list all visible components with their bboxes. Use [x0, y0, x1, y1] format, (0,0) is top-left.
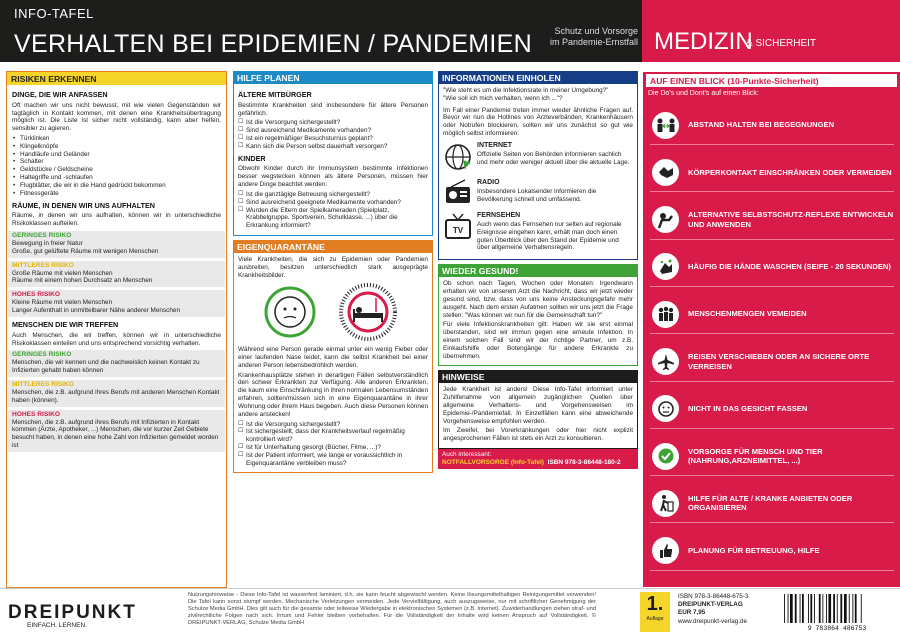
page-title: VERHALTEN BEI EPIDEMIEN / PANDEMIEN [14, 30, 533, 58]
risk-low-people: GERINGES RISIKO Menschen, die wir kennen und die nachweislich keinen Kontakt zu Infizierten gehabt haben können [8, 350, 225, 377]
checklist-item: ☐ Ist für Unterhaltung gesorgt (Bücher, Filme, ...)? [238, 444, 428, 452]
related-isbn: ISBN 978-3-86448-180-2 [547, 458, 621, 466]
globe-icon [443, 142, 473, 172]
box-hinweise: Jede Krankheit ist anders! Diese Info-Tafel informiert unter Zuhilfenahme von allgemein zugänglichen Quellen über allgemeine Verhaltens- und Vorgehensweisen im Epidemie-/Pandemiefall. In Einzelfällen kann eine abweichende Vorgehensweise empfohlen werden. Im Zweifel, bei Vorerkrankungen oder hier nicht explizit angesprochenen Fällen ist stets ein Arzt zu konsultieren. [438, 383, 638, 449]
legal-text: Nutzungshinweise - Diese Info-Tafel ist wasserfest laminiert, d.h. sie kann feucht abgewischt werden. Keine lösungsmittelhaltigen Reinigungsmittel verwenden! Die Tafel kann sonst stumpf werden. Mechanische Verletzungen vermeiden. Jede Vervielfältigung, auch auszugsweise, nur mit schriftlicher Genehmigung der Schulze Media GmbH. Dies gilt auch für die gesamte oder teilweise Wiedergabe in elektronischen Systemen (z.B. Internet). Zuwiderhandlungen ziehen straf- und zivilrechtliche Folgen nach sich. Irrtum und Fehler bleiben vorbehalten. Für die Vollständigkeit der Inhalte wird keinen Anspruch auf Vollständigkeit. © DREIPUNKT-VERLAG, Schulze Media GmbH [188, 592, 596, 626]
paragraph: Räume, in denen wir uns aufhalten, können wir in unterschiedliche Risikoklassen aufteilen. [12, 212, 221, 228]
section-heading-hilfe: HILFE PLANEN [233, 71, 433, 84]
glance-item [650, 298, 894, 330]
list-item: • Flugblätter, die wir in die Hand gedrückt bekommen [12, 182, 221, 190]
crowd-icon [652, 301, 679, 328]
related-product: Auch interessant: NOTFALLVORSORGE (Info-Tafel) ISBN 978-3-86448-180-2 [438, 449, 638, 469]
checklist-item: ☐ Ist die ganztägige Betreuung sichergestellt? [238, 191, 428, 199]
glance-item [650, 156, 894, 188]
header [0, 0, 900, 62]
barcode-bars [784, 594, 862, 623]
glance-item-label: PLANUNG FÜR BETREUUNG, HILFE [688, 545, 820, 555]
category-main: MEDIZIN [654, 28, 753, 55]
media-internet: INTERNET Offizielle Seiten von Behörden informieren sachlich und mehr oder weniger aktuell über die aktuelle Lage. [443, 142, 633, 175]
sick-face-icon [266, 288, 314, 336]
box-quarantaene: Viele Krankheiten, die sich zu Epidemien oder Pandemien ausbreiten, besitzen unterschiedlich stark ausgeprägte Krankheitsbilder. Während eine Person gerade einmal unter ein wenig Fieber oder einer laufenden Nase leidet, kann die selbst Krankheit bei einer anderen Person lebensbedrohlich werden. Krankenhausplätze stehen in derartigen Fällen selbstverständlich den schwer Erkrankten zur Verfügung. Alle anderen Erkrankten, die kaum eine Einschränkung in ihren normalen Lebensumständen erfahren, sollten/müssen sich in eine Eigenquarantäne in ihrer Wohnung oder ihrem Haus begeben. Auch diese Personen können andere anstecken! ☐ Ist die Versorgung sichergestellt? ☐ Ist sichergestellt, dass der Krankheitsverlauf regelmäßig kontrolliert wird? ☐ Ist für Unterhaltung gesorgt (Bücher, Filme, ...)? ☐ Ist der Patient informiert, wie lange er voraussichtlich in Eigenquarantäne verbleiben muss? [233, 253, 433, 473]
glance-item [650, 535, 894, 567]
glance-item [650, 109, 894, 141]
thumbsup-icon [652, 537, 679, 564]
isbn-block: ISBN 978-3-86448-675-3 DREIPUNKT-VERLAG EUR 7,95 www.dreipunkt-verlag.de [678, 593, 749, 625]
glance-item-label: HÄUFIG DIE HÄNDE WASCHEN (SEIFE - 20 SEKUNDEN) [688, 262, 891, 272]
glance-item [650, 251, 894, 283]
checklist-item: ☐ Ist ein regelmäßiger Besuchsturnus geplant? [238, 135, 428, 143]
header-label: INFO-TAFEL [14, 6, 94, 21]
glance-item-label: REISEN VERSCHIEBEN ODER AN SICHERE ORTE VERREISEN [688, 352, 870, 371]
glance-item-label: HILFE FÜR ALTE / KRANKE ANBIETEN ODER ORGANISIEREN [688, 493, 853, 513]
publisher-logo: DREIPUNKT [8, 602, 137, 623]
category-banner [642, 0, 900, 62]
section-heading-quarantaene: EIGENQUARANTÄNE [233, 240, 433, 253]
section-heading-hinweise: HINWEISE [438, 370, 638, 383]
glance-item-label: ALTERNATIVE SELBSTSCHUTZ-REFLEXE ENTWICKELN UND ANWENDEN [688, 210, 894, 229]
subheading-raeume: RÄUME, IN DENEN WIR UNS AUFHALTEN [12, 200, 155, 210]
checkmark-icon [652, 443, 679, 470]
checklist-kinder [238, 191, 428, 230]
barcode-digits: 9 783864 486753 [807, 625, 867, 631]
subheading-dinge: DINGE, DIE WIR ANFASSEN [12, 90, 108, 99]
risk-high-rooms: HOHES RISIKO Kleine Räume mit vielen Menschen Langer Aufenthalt in unmittelbarer Nähe anderer Menschen [8, 290, 225, 317]
glance-item [650, 440, 894, 472]
glance-item-label: VORSORGE FÜR MENSCH UND TIER (NAHRUNG,ARZNEIMITTEL, ...) [688, 446, 823, 466]
list-item: • Schalter [12, 158, 221, 166]
subheading-menschen: MENSCHEN DIE WIR TREFFEN [12, 319, 119, 329]
tv-label: TV [452, 225, 464, 235]
box-informationen: "Wie steht es um die Infektionsrate in meiner Umgebung?" "Wie soll ich mich verhalten, wenn ich ..."? Im Fall einer Pandemie treten immer wieder ähnliche Fragen auf. Bevor wir nun die Hotlines von Ärzteverbänden, Krankenhäusern oder Notrufen blockieren, sollten wir uns zunächst so gut wie möglich selbst informieren: INTERNET Offizielle Seiten von Behörden informieren sachlich und mehr oder weniger aktuell über die aktuelle Lage. RADIO Insbesondere Lokalsender informieren die Bevölkerung schnell und umfassend. TV FERNSEHEN Auch wenn das Fernsehen nur selten auf regionale Ereignisse eingehen kann, erhält man doch einen guten Überblick über den Stand der Epidemie und über allgemeine Verhaltensregeln. [438, 84, 638, 260]
checklist-item: ☐ Ist sichergestellt, dass der Krankheitsverlauf regelmäßig kontrolliert wird? [238, 428, 428, 444]
glance-item-label: KÖRPERKONTAKT EINSCHRÄNKEN ODER VERMEIDEN [688, 167, 892, 177]
column-hilfe [233, 71, 433, 588]
section-heading-blick: AUF EINEN BLICK (10-Punkte-Sicherheit) [646, 74, 897, 87]
media-radio: RADIO Insbesondere Lokalsender informieren die Bevölkerung schnell und umfassend. [443, 179, 633, 208]
list-item: • Fitnessgeräte [12, 190, 221, 198]
glance-item [650, 487, 894, 519]
box-hilfe: ÄLTERE MITBÜRGER Bestimmte Krankheiten sind insbesondere für ältere Personen gefährlich. ☐ Ist die Versorgung sichergestellt? ☐ Sind ausreichend Medikamente vorhanden? ☐ Ist ein regelmäßiger Besuchsturnus geplant? ☐ Kann sich die Person selbst dauerhaft versorgen? KINDER Obwohl Kinder durch ihr Immunsystem bestimmte Infektionen besser wegstecken können als ältere Personen, müssen hier andere Dinge beachtet werden: ☐ Ist die ganztägige Betreuung sichergestellt? ☐ Sind ausreichend geeignete Medikamente vorhanden? ☐ Wurden die Eltern der Spielkameraden (Spielplatz, Krabbelgruppe, Sportverein, Schulklasse, ...) über die Erkrankung informiert? [233, 84, 433, 236]
risk-high-people: HOHES RISIKO Menschen, die z.B. aufgrund ihres Berufs mit Infizierten in Kontakt kommen (Ärzte, Apotheker, ...) Menschen, die vor kurzer Zeit Gebiete besucht haben, in denen eine hohe Zahl von Infizierten gemeldet worden ist [8, 410, 225, 452]
section-heading-risiken: RISIKEN ERKENNEN [7, 72, 226, 85]
face-icon [652, 395, 679, 422]
checklist-item: ☐ Sind ausreichend geeignete Medikamente vorhanden? [238, 199, 428, 207]
risk-mid-rooms: MITTLERES RISIKO Große Räume mit vielen Menschen Räume mit einem hohen Durchsatz an Menschen [8, 261, 225, 288]
checklist-item: ☐ Ist der Patient informiert, wie lange er voraussichtlich in Eigenquarantäne verbleiben muss? [238, 452, 428, 468]
handwash-icon [652, 253, 679, 280]
risk-mid-people: MITTLERES RISIKO Menschen, die z.B. aufgrund ihres Berufs mit anderen Menschen Kontakt haben (können). [8, 380, 225, 407]
section-heading-informationen: INFORMATIONEN EINHOLEN [438, 71, 638, 84]
glance-subtitle: Die Do's und Dont's auf einen Blick: [648, 90, 759, 97]
bed-patient-icon [341, 285, 395, 339]
glance-item [650, 204, 894, 236]
column-risiken [6, 71, 227, 588]
publisher-tagline: EINFACH. LERNEN. [27, 622, 87, 629]
list-item: • Geldstücke / Geldscheine [12, 166, 221, 174]
edition-badge: 1. Auflage [640, 592, 670, 632]
checklist-item: ☐ Ist die Versorgung sichergestellt? [238, 421, 428, 429]
category-sub: & SICHERHEIT [746, 38, 817, 49]
subheading-kinder: KINDER [238, 153, 266, 163]
handshake-icon [652, 159, 679, 186]
media-tv: TV FERNSEHEN Auch wenn das Fernsehen nur selten auf regionale Ereignisse eingehen kann, erhält man doch einen guten Überblick über den Stand der Epidemie und über allgemeine Verhaltensregeln. [443, 212, 633, 253]
list-item: • Klingelknöpfe [12, 143, 221, 151]
box-gesund: Ob schon nach Tagen, Wochen oder Monaten: Irgendwann erhalten wir von unserem Arzt die Nachricht, dass wir jetzt wieder gesund sind, bzw. dass von uns keine Ansteckungsgefahr mehr ausgeht. Nach dem ersten Aufatmen sollten wir uns jetzt die Frage stellen: "Was können wir nun für die Gemeinschaft tun?" Für viele Infektionskrankheiten gilt: Haben wir sie erst einmal überstanden, sind wir immun gegen eine erneute Infektion. In einem solchen Fall sind wir der richtige Partner, um z.B. Einkaufshilfe oder Botengänge für andere Erkrankte zu übernehmen. [438, 277, 638, 366]
radio-icon [443, 179, 473, 205]
checklist-item: ☐ Kann sich die Person selbst dauerhaft versorgen? [238, 143, 428, 151]
distance-icon [652, 112, 679, 139]
glance-item-label: MENSCHENMENGEN VEMEIDEN [688, 309, 807, 319]
footer [0, 588, 900, 637]
header-subtitle: Schutz und Vorsorge im Pandemie-Ernstfall [549, 26, 638, 48]
elbow-icon [652, 206, 679, 233]
column-auf-einen-blick [643, 72, 900, 587]
checklist-item: ☐ Wurden die Eltern der Spielkameraden (Spielplatz, Krabbelgruppe, Sportverein, Schulklasse, ...) über die Erkrankung informiert? [238, 207, 428, 230]
barcode [780, 593, 894, 631]
checklist-item: ☐ Sind ausreichend Medikamente vorhanden? [238, 127, 428, 135]
list-item: • Haltegriffe und -schlaufen [12, 174, 221, 182]
column-informationen [438, 71, 638, 588]
plane-icon [652, 348, 679, 375]
glance-item [650, 393, 894, 425]
tv-icon [443, 212, 473, 242]
checklist-quarantaene [238, 421, 428, 468]
related-title: NOTFALLVORSORGE (Info-Tafel) [442, 458, 544, 466]
section-heading-gesund: WIEDER GESUND! [438, 264, 638, 277]
list-dinge [12, 135, 221, 198]
checklist-aeltere [238, 119, 428, 150]
list-item: • Handläufe und Geländer [12, 151, 221, 159]
quarantine-illustration [238, 281, 428, 343]
subheading-aeltere: ÄLTERE MITBÜRGER [238, 90, 312, 99]
glance-item [650, 346, 894, 378]
glance-item-label: NICHT IN DAS GESICHT FASSEN [688, 404, 808, 414]
walker-icon [652, 490, 679, 517]
risk-low-rooms: GERINGES RISIKO Bewegung in freier Natur Große, gut gelüftete Räume mit wenigen Menschen [8, 231, 225, 258]
paragraph: Auch Menschen, die wir treffen, können wir in unterschiedliche Risikoklassen einteilen und uns entsprechend vorsichtig verhalten. [12, 331, 221, 347]
list-item: • Türklinken [12, 135, 221, 143]
checklist-item: ☐ Ist die Versorgung sichergestellt? [238, 119, 428, 127]
glance-item-label: ABSTAND HALTEN BEI BEGEGNUNGEN [688, 120, 835, 130]
paragraph: Oft machen wir uns nicht bewusst, mit wie vielen Gegenständen wir tagtäglich in Kontakt kommen, mit denen eine Krankheitsübertragung möglich ist. Die Liste ist sicher nicht vollständig, kann aber helfen, sensibler zu agieren. [12, 101, 221, 133]
